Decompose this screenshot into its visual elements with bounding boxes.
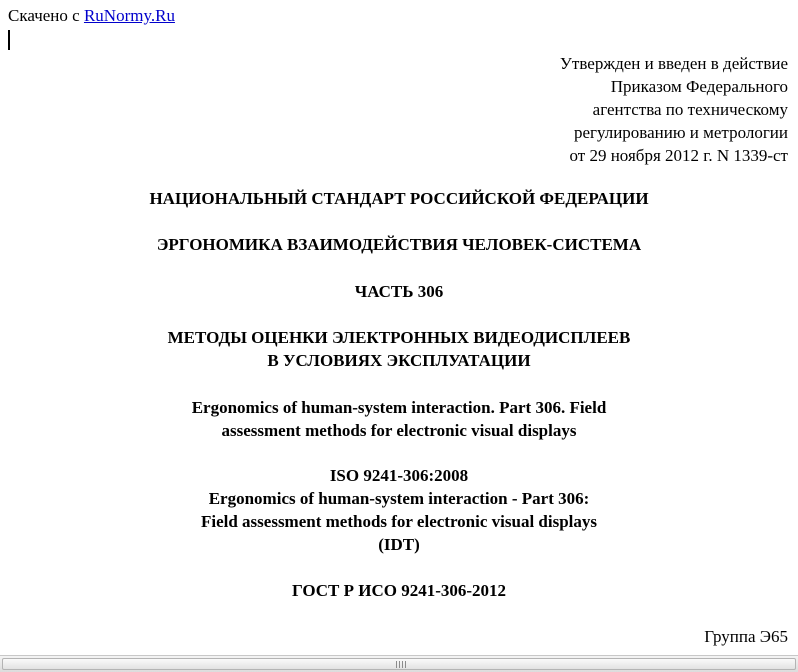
part-heading-text: ЧАСТЬ 306 [354,282,444,301]
subject-heading [0,233,798,256]
russian-title [0,326,798,372]
iso-reference [0,464,798,556]
source-line [8,6,175,26]
russian-title-line: МЕТОДЫ ОЦЕНКИ ЭЛЕКТРОННЫХ ВИДЕОДИСПЛЕЕВ [167,328,631,347]
horizontal-scrollbar[interactable] [0,655,798,672]
source-prefix: Скачено с [8,6,80,25]
gost-number [0,579,798,602]
grip-icon [396,661,406,668]
scrollbar-thumb[interactable] [2,658,796,670]
iso-line: Field assessment methods for electronic visual displays [200,512,598,531]
text-cursor [8,30,10,50]
approval-line: агентства по техническому [592,100,788,119]
iso-line: Ergonomics of human-system interaction - Part 306: [208,489,590,508]
approval-line: регулированию и метрологии [573,123,788,142]
group-label: Группа Э65 [704,627,788,646]
approval-line: от 29 ноября 2012 г. N 1339-ст [569,146,788,165]
national-standard-title-text: НАЦИОНАЛЬНЫЙ СТАНДАРТ РОССИЙСКОЙ ФЕДЕРАЦИИ [149,189,649,208]
subject-heading-text: ЭРГОНОМИКА ВЗАИМОДЕЙСТВИЯ ЧЕЛОВЕК-СИСТЕМА [156,235,642,254]
russian-title-line: В УСЛОВИЯХ ЭКСПЛУАТАЦИИ [267,351,531,370]
national-standard-title [0,187,798,210]
part-heading [0,280,798,303]
english-title [0,396,798,442]
english-title-line: assessment methods for electronic visual displays [221,421,577,440]
approval-line: Приказом Федерального [610,77,788,96]
approval-block [560,52,788,167]
english-title-line: Ergonomics of human-system interaction. Part 306. Field [191,398,607,417]
approval-line: Утвержден и введен в действие [559,54,788,73]
runormy-link[interactable]: RuNormy.Ru [83,6,175,25]
gost-number-text: ГОСТ Р ИСО 9241-306-2012 [291,581,507,600]
iso-line: (IDT) [378,535,420,554]
iso-line: ISO 9241-306:2008 [329,466,469,485]
